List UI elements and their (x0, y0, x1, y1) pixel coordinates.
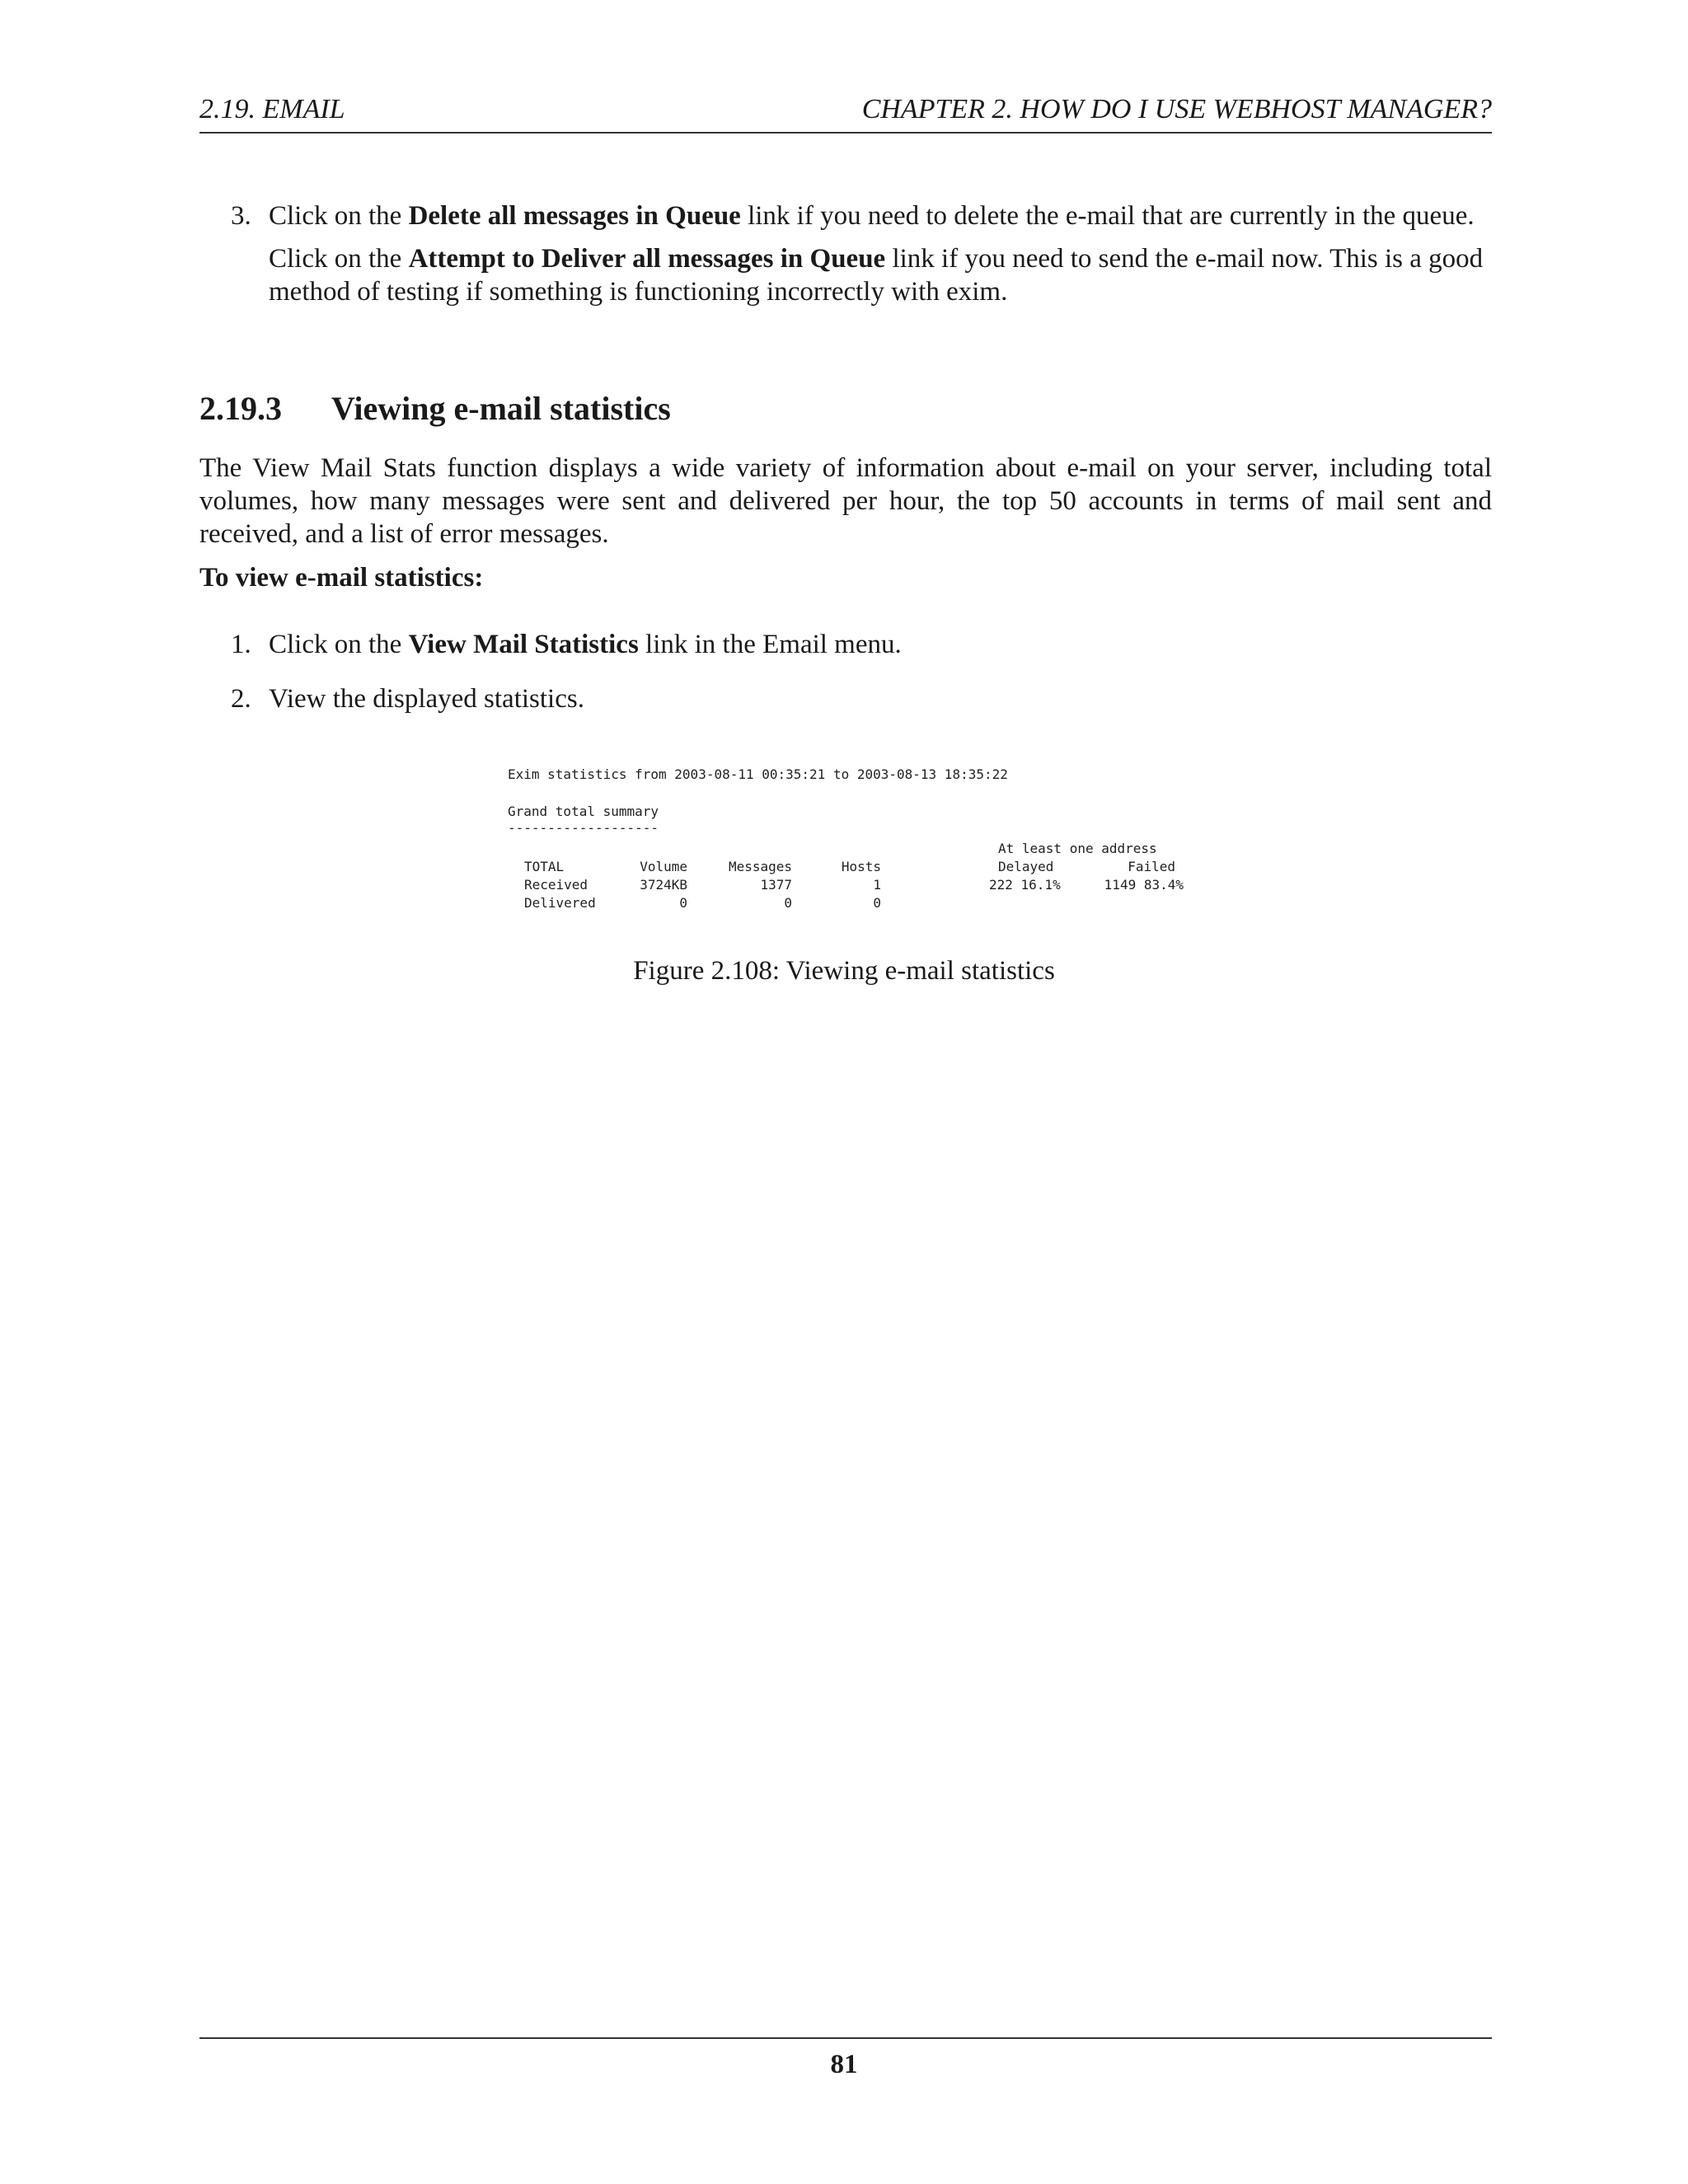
column-header-delayed: Delayed (998, 859, 1054, 874)
step-2-text: View the displayed statistics. (269, 684, 584, 714)
step-number: 2. (231, 684, 251, 714)
column-header-failed: Failed (1128, 859, 1175, 874)
step-1-text-part: Click on the (269, 630, 409, 659)
column-header-total: TOTAL (524, 859, 565, 874)
column-header-volume: Volume (640, 859, 687, 874)
link-label-deliver-queue: Attempt to Deliver all messages in Queue (408, 244, 886, 274)
row-delivered-volume: 0 (679, 895, 687, 911)
column-header-messages: Messages (728, 859, 792, 874)
exim-statistics-figure (508, 766, 1184, 931)
row-received-volume: 3724KB (640, 877, 687, 893)
step-3-text: Click on the (269, 244, 409, 274)
footer-rule (199, 2037, 1492, 2039)
step-3-paragraph-1 (269, 199, 1492, 232)
figure-caption: Figure 2.108: Viewing e-mail statistics (633, 956, 1055, 986)
figure-underline: ------------------- (508, 820, 659, 836)
row-received-failed: 1149 83.4% (1104, 877, 1184, 893)
row-delivered-messages: 0 (784, 895, 792, 911)
page-number: 81 (830, 2050, 858, 2079)
running-header (199, 91, 1492, 134)
figure-group-header: At least one address (998, 841, 1157, 856)
row-delivered-label: Delivered (524, 895, 596, 911)
section-title: Viewing e-mail statistics (331, 390, 671, 427)
row-delivered-hosts: 0 (873, 895, 881, 911)
step-number: 3. (231, 201, 251, 231)
step-content (269, 628, 1492, 661)
row-received-label: Received (524, 877, 588, 893)
figure-summary-label: Grand total summary (508, 804, 659, 819)
row-received-delayed: 222 16.1% (989, 877, 1061, 893)
step-1-text-part: link in the Email menu. (638, 630, 902, 659)
step-3-text: link if you need to send the e-mail now. This is a good method of testing if something is functioning incorrectly with exim. (269, 244, 1484, 307)
figure-title-line: Exim statistics from 2003-08-11 00:35:21 to 2003-08-13 18:35:22 (508, 766, 1008, 782)
step-content (269, 682, 1492, 715)
intro-paragraph: The View Mail Stats function displays a wide variety of information about e-mail on your server, including total volumes, how many messages were sent and delivered per hour, the top 50 accounts in terms of mail sent and received, and a list of error messages. (199, 453, 1492, 549)
procedure-heading: To view e-mail statistics: (199, 563, 484, 593)
header-section-title: 2.19. EMAIL (199, 94, 345, 124)
row-received-messages: 1377 (760, 877, 792, 893)
step-3-paragraph-2 (269, 242, 1492, 308)
section-number: 2.19.3 (199, 390, 282, 427)
step-3-text: Click on the (269, 201, 409, 231)
header-chapter-title: CHAPTER 2. HOW DO I USE WEBHOST MANAGER? (861, 94, 1492, 124)
row-received-hosts: 1 (873, 877, 881, 893)
section-heading (199, 389, 671, 428)
link-label-delete-queue: Delete all messages in Queue (408, 201, 741, 231)
step-number: 1. (231, 630, 251, 659)
step-3-text: link if you need to delete the e-mail that are currently in the queue. (740, 201, 1475, 231)
column-header-hosts: Hosts (841, 859, 881, 874)
link-label-view-mail-statistics: View Mail Statistics (408, 630, 639, 659)
step-1-text (269, 628, 1492, 661)
step-content (269, 199, 1492, 308)
